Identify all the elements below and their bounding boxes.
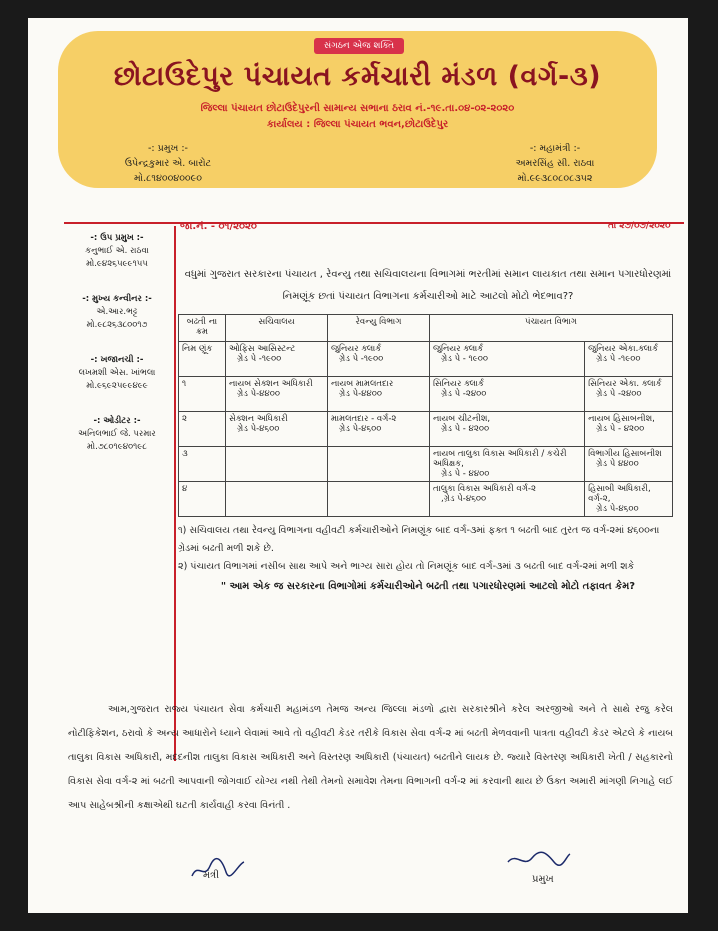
sidebar-role: -: મુખ્ય કન્વીનર :- xyxy=(82,294,152,304)
cell-level: નિમ ણૂંક xyxy=(179,342,226,377)
cell-level: ૩ xyxy=(179,447,226,482)
cell-sachivalay xyxy=(226,342,328,377)
president-signature xyxy=(504,848,574,872)
cell-panchayat xyxy=(430,482,585,517)
office-address: કાર્યાલય : જિલ્લા પંચાયત ભવન,છોટાઉદેપુર xyxy=(266,119,449,130)
cell-revenue xyxy=(328,447,430,482)
president-phone: મો.૮૧૪૦૦૪૦૦૯૦ xyxy=(134,173,202,184)
post-name: નાયબ ચીટનીશ, xyxy=(433,414,491,424)
sidebar-role: -: ખજાનચી :- xyxy=(90,355,144,365)
key-question: " આમ એક જ સરકારના વિભાગોમાં કર્મચારીઓને બઢતી તથા પગારધોરણમાં આટલો મોટો તફાવત કેમ? xyxy=(220,581,636,592)
grade-pay: ગ્રેડ પે-૪૪૦૦ xyxy=(339,389,382,399)
sidebar-name: કનુભાઈ એ. રાઠવા xyxy=(85,246,149,256)
column-header: રેવન્યુ વિભાગ xyxy=(328,315,430,342)
post-name: જુનિયર એકા.ક્લાર્ક xyxy=(588,344,659,354)
post-name: જુનિયર ક્લાર્ક xyxy=(433,344,484,354)
organization-title: છોટાઉદેપુર પંચાયત કર્મચારી મંડળ (વર્ગ-૩) xyxy=(113,61,602,92)
note-item: ૧) સચિવાલય તથા રેવન્યુ વિભાગના વહીવટી કર્મચારીઓને નિમણૂંક બાદ વર્ગ-૩માં ફક્ત ૧ બઢતી બાદ તુરત જ વર્ગ-૨માં ૪૬૦૦ના ગ્રેડમાં બઢતી મળી શકે છે. xyxy=(178,525,660,554)
column-header: બઢતી ના ક્રમ xyxy=(179,315,226,342)
grade-pay: ગ્રેડ પે - ૧૯૦૦ xyxy=(441,354,488,364)
post-name: નાયબ હિસાબનીશ, xyxy=(588,414,655,424)
secretary-label: મંત્રી xyxy=(203,870,220,881)
note-item: ૨) પંચાયત વિભાગમાં નસીબ સાથ આપે અને ભાગ્ય સારા હોય તો નિમણૂંક બાદ વર્ગ-૩માં ૩ બઢતી બાદ વર્ગ-૨માં મળી શકે xyxy=(178,561,635,572)
grade-pay: ,ગ્રેડ પે-૪૬૦૦ xyxy=(441,494,487,504)
grade-pay: ગ્રેડ પે - ૪૪૦૦ xyxy=(441,469,490,479)
cell-sachivalay xyxy=(226,377,328,412)
president-role: -: પ્રમુખ :- xyxy=(148,143,188,154)
sidebar-divider xyxy=(174,226,176,761)
cell-sachivalay xyxy=(226,412,328,447)
cell-revenue xyxy=(328,342,430,377)
post-name: નાયબ સેક્શન અધિકારી xyxy=(229,379,313,389)
post-name: જુનિયર ક્લાર્ક xyxy=(331,344,382,354)
sidebar-name: અનિલભાઈ જે. પરમાર xyxy=(78,429,156,439)
cell-revenue xyxy=(328,482,430,517)
cell-panchayat-accounts xyxy=(585,482,673,517)
secretary-phone: મો.૯૯૩૮૦૮૦૮૩૫૨ xyxy=(517,173,593,184)
cell-level: ૪ xyxy=(179,482,226,517)
request-paragraph-block xyxy=(68,690,673,818)
grade-pay: ગ્રેડ પે -૧૯૦૦ xyxy=(339,354,384,364)
cell-panchayat xyxy=(430,412,585,447)
sidebar-item xyxy=(64,415,170,454)
post-name: મામલતદાર - વર્ગ-૨ xyxy=(331,414,397,424)
sidebar-item xyxy=(64,232,170,271)
sidebar-role: -: ઉપ પ્રમુખ :- xyxy=(90,233,144,243)
cell-level: ૧ xyxy=(179,377,226,412)
president-label: પ્રમુખ xyxy=(532,874,554,885)
letter-date: તા ૨૭/૦૭/૨૦૨૦ xyxy=(608,221,671,231)
post-name: તાલુકા વિકાસ અધિકારી વર્ગ-૨ xyxy=(433,484,536,494)
table-row xyxy=(179,482,673,517)
cell-panchayat xyxy=(430,377,585,412)
cell-panchayat xyxy=(430,447,585,482)
sidebar-item xyxy=(64,354,170,393)
grade-pay: ગ્રેડ પે - ૪૨૦૦ xyxy=(441,424,490,434)
sidebar-name: એ.આર.ભટ્ટ xyxy=(96,307,138,317)
promotion-comparison-table xyxy=(178,314,673,517)
table-row xyxy=(179,447,673,482)
cell-sachivalay xyxy=(226,447,328,482)
secretary-block xyxy=(475,141,635,186)
sidebar-name: લખમશી એસ. ખાંભલા xyxy=(78,368,156,378)
grade-pay: ગ્રેડ પે -૧૯૦૦ xyxy=(237,354,282,364)
cell-panchayat-accounts xyxy=(585,342,673,377)
president-block xyxy=(78,141,258,186)
president-name: ઉપેન્દ્રકુમાર એ. બારોટ xyxy=(124,158,212,169)
letter-headline: વધુમાં ગુજરાત સરકારના પંચાયત , રેવન્યુ તથા સચિવાલયના વિભાગમાં ભરતીમાં સમાન લાયકાત તથા સમાન પગારધોરણમાં નિમણૂંક છતાં પંચાયત વિભાગના કર્મચારીઓ માટે આટલો મોટો ભેદભાવ?? xyxy=(184,269,672,302)
secretary-name: અમરસિંહ સી. રાઠવા xyxy=(515,158,595,169)
post-name: હિસાબી અધિકારી, વર્ગ-૨, xyxy=(588,484,651,504)
reference-number: જા.નં. - ૦૧/૨૦૨૦ xyxy=(180,221,257,232)
cell-panchayat-accounts xyxy=(585,412,673,447)
post-name: સિનિયર ક્લાર્ક xyxy=(433,379,484,389)
grade-pay: ગ્રેડ પે-૪૬૦૦ xyxy=(339,424,382,434)
letter-body xyxy=(178,264,678,596)
grade-pay: ગ્રેડ પે ૪૪૦૦ xyxy=(596,459,639,469)
table-header-row xyxy=(179,315,673,342)
secretary-role: -: મહામંત્રી :- xyxy=(529,143,581,154)
cell-sachivalay xyxy=(226,482,328,517)
table-row xyxy=(179,377,673,412)
cell-revenue xyxy=(328,377,430,412)
grade-pay: ગ્રેડ પે -૨૪૦૦ xyxy=(596,389,642,399)
sidebar-phone: મો.૯૬૯૨૫૯૯૪૯૯ xyxy=(86,381,148,391)
post-name: સિનિયર એકા. ક્લાર્ક xyxy=(588,379,662,389)
post-name: નાયબ મામલતદાર xyxy=(331,379,394,389)
table-row xyxy=(179,412,673,447)
table-row xyxy=(179,342,673,377)
grade-pay: ગ્રેડ પે-૪૬૦૦ xyxy=(237,424,280,434)
grade-pay: ગ્રેડ પે-૪૪૦૦ xyxy=(237,389,280,399)
grade-pay: ગ્રેડ પે-૪૬૦૦ xyxy=(596,504,639,514)
grade-pay: ગ્રેડ પે -૨૪૦૦ xyxy=(441,389,487,399)
sidebar-item xyxy=(64,293,170,332)
divider xyxy=(64,222,684,224)
column-header: સચિવાલય xyxy=(226,315,328,342)
post-name: નાયબ તાલુકા વિકાસ અધિકારી / કચેરી અધિક્ષક, xyxy=(433,449,567,469)
request-paragraph: આમ,ગુજરાત રાજ્ય પંચાયત સેવા કર્મચારી મહામંડળ તેમજ અન્ય જિલ્લા મંડળો દ્વારા સરકારશ્રીને કરેલ અરજીઓ અને તે સાથે રજુ કરેલ નોટીફિકેશન, ઠરાવો કે અન્ય આધારોને ધ્યાને લેવામાં આવે તો વહીવટી કેડર તરીકે વિકાસ સેવા વર્ગ-૨ માં બઢતી મેળવવાની પાત્રતા વહીવટી કેડર એટલે કે નાયબ તાલુકા વિકાસ અધિકારી, મદદનીશ તાલુકા વિકાસ અધિકારી અને વિસ્તરણ અધિકારી (પંચાયત) બઢતીને લાયક છે. જ્યારે વિસ્તરણ અધિકારી ખેતી / સહકારનો વિકાસ સેવા વર્ગ-૨ માં બઢતી આપવાની જોગવાઈ યોગ્ય નથી તેથી તેમનો સમાવેશ તેમના વિભાગની વર્ગ-૨ માં કરવાની થાય છે ઉક્ત અમારી માંગણી નિગાહે લઈ આપ સાહેબશ્રીની કક્ષાએથી ઘટતી કાર્યવાહી કરવા વિનંતી . xyxy=(68,704,673,811)
sidebar-role: -: ઓડીટર :- xyxy=(93,416,141,426)
grade-pay: ગ્રેડ પે - ૪૨૦૦ xyxy=(596,424,645,434)
column-header: પંચાયત વિભાગ xyxy=(430,315,673,342)
sidebar-phone: મો.૯૪૨૬૫૯૯૧૫૫ xyxy=(86,259,148,269)
letter-page xyxy=(28,18,688,913)
notes-list xyxy=(178,522,678,576)
post-name: વિભાગીય હિસાબનીશ xyxy=(588,449,662,459)
cell-revenue xyxy=(328,412,430,447)
sidebar-phone: મો.૯૮૨૬૩૮૦૦૧૭ xyxy=(86,320,148,330)
resolution-line: જિલ્લા પંચાયત છોટાઉદેપુરની સામાન્ય સભાના ઠરાવ નં.-૧૯.તા.૦૪-૦૨-૨૦૨૦ xyxy=(200,103,515,114)
sidebar-phone: મો.૭૮૦૧૯૪૦૧૯૮ xyxy=(87,442,147,452)
cell-panchayat-accounts xyxy=(585,447,673,482)
cell-level: ૨ xyxy=(179,412,226,447)
letterhead-banner xyxy=(58,31,657,188)
motto-badge: સંગઠન એજ શક્તિ xyxy=(314,38,404,54)
grade-pay: ગ્રેડ પે -૧૯૦૦ xyxy=(596,354,641,364)
cell-panchayat-accounts xyxy=(585,377,673,412)
cell-panchayat xyxy=(430,342,585,377)
post-name: ઓફિસ આસિસ્ટન્ટ xyxy=(229,344,296,354)
post-name: સેક્શન અધિકારી xyxy=(229,414,288,424)
office-bearers-sidebar xyxy=(64,232,170,476)
